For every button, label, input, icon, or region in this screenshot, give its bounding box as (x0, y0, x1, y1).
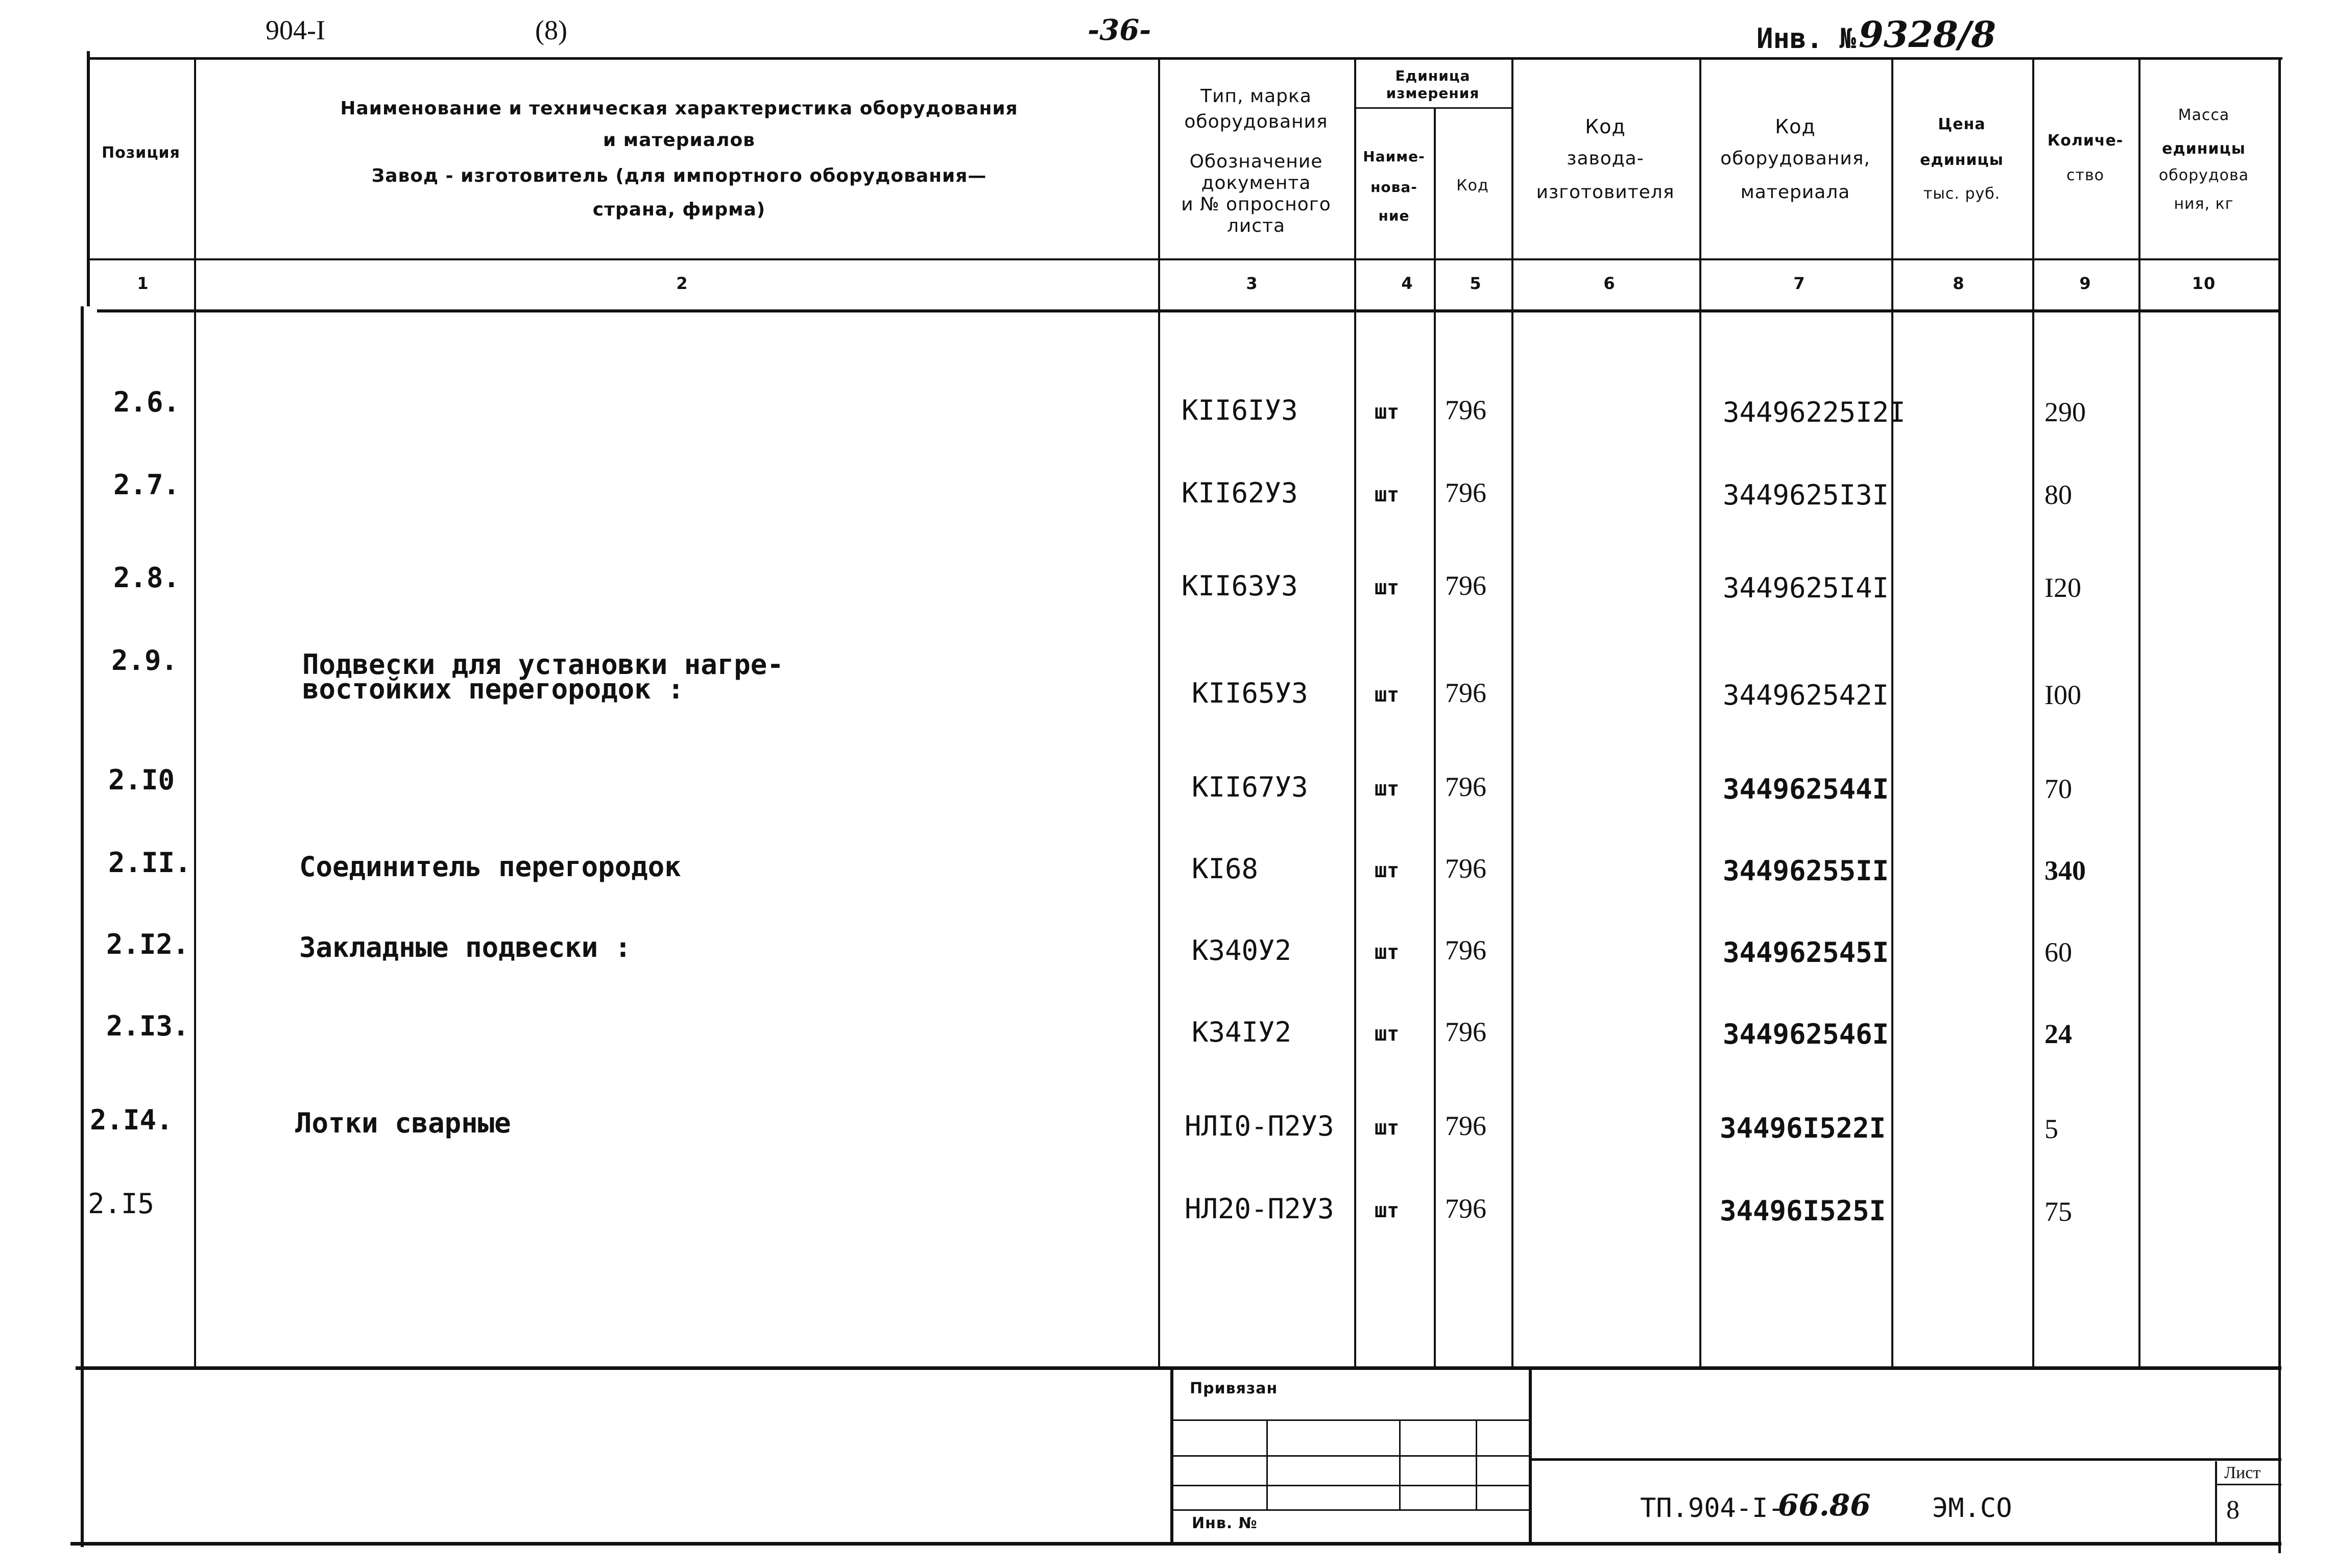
row-unit-code: 796 (1445, 570, 1486, 601)
series-label: 904-I (266, 15, 325, 45)
header-price-line3: тыс. руб. (1923, 185, 2001, 203)
row-type: К34IУ2 (1192, 1016, 1292, 1048)
row-quantity: 24 (2044, 1019, 2072, 1049)
header-plant-code-line2: завода- (1567, 148, 1644, 169)
header-type-line5: и № опросного (1181, 194, 1331, 215)
header-type-line1: Тип, марка (1200, 86, 1312, 107)
header-mass-line3: оборудова (2158, 166, 2249, 184)
header-price-line2: единицы (1920, 151, 2004, 169)
row-unit: шт (1375, 859, 1400, 882)
row-type: КII65У3 (1192, 677, 1308, 709)
header-quantity-line2: ство (2066, 166, 2105, 184)
row-unit-code: 796 (1445, 395, 1486, 425)
sheet-number: 8 (2226, 1495, 2240, 1525)
row-equipment-code: 3449625I4I (1723, 572, 1889, 604)
header-position: Позиция (102, 144, 180, 162)
inventory-label: Инв. № (1756, 22, 1857, 55)
row-quantity: 290 (2044, 397, 2086, 427)
row-equipment-code: 344962544I (1723, 773, 1889, 805)
row-unit-code: 796 (1445, 935, 1486, 966)
header-price-line1: Цена (1938, 115, 1986, 133)
row-unit: шт (1375, 576, 1400, 599)
part-label: (8) (535, 15, 567, 45)
header-mass-line2: единицы (2162, 140, 2246, 158)
row-unit-code: 796 (1445, 1017, 1486, 1047)
row-equipment-code: 3449625I3I (1723, 479, 1889, 511)
row-position: 2.9. (111, 644, 178, 677)
header-unit-code: Код (1456, 177, 1489, 195)
column-number-1: 1 (137, 274, 149, 293)
header-equipment-code-line2: оборудования, (1720, 148, 1870, 169)
row-name: Соединитель перегородок (299, 851, 681, 883)
document-suffix: ЭМ.СО (1932, 1493, 2012, 1524)
row-equipment-code: 344962545I (1723, 936, 1889, 969)
row-unit: шт (1375, 777, 1400, 801)
column-number-10: 10 (2192, 274, 2216, 293)
row-position: 2.I2. (106, 928, 189, 960)
row-quantity: I20 (2044, 572, 2081, 603)
row-type: КI68 (1192, 853, 1259, 885)
row-name-continued: востойких перегородок : (302, 673, 684, 705)
row-position: 2.I5 (88, 1188, 155, 1220)
inventory-number: 9328/8 (1859, 13, 1996, 56)
header-plant-code-line1: Код (1585, 115, 1626, 138)
row-name: Подвески для установки нагре- (302, 648, 784, 681)
header-name-line1: Наименование и техническая характеристика оборудования (340, 98, 1018, 119)
row-quantity: 5 (2044, 1114, 2058, 1144)
row-position: 2.6. (113, 386, 180, 418)
row-type: КII63У3 (1182, 570, 1298, 602)
inventory-no-label: Инв. № (1192, 1514, 1258, 1532)
header-unit-name-line1: Наиме- (1363, 148, 1425, 165)
row-unit-code: 796 (1445, 678, 1486, 708)
column-number-3: 3 (1246, 274, 1258, 293)
row-equipment-code: 34496255II (1723, 855, 1889, 887)
row-unit-code: 796 (1445, 1111, 1486, 1141)
row-position: 2.7. (113, 469, 180, 501)
header-quantity-line1: Количе- (2047, 132, 2124, 150)
bound-label: Привязан (1190, 1380, 1278, 1397)
sheet-label: Лист (2224, 1463, 2261, 1482)
header-mass-line4: ния, кг (2174, 195, 2234, 213)
header-type-line6: листа (1226, 215, 1286, 236)
column-number-9: 9 (2079, 274, 2091, 293)
document-code: ТП.904-I- (1640, 1493, 1784, 1524)
row-name: Лотки сварные (295, 1107, 511, 1139)
row-type: КII62У3 (1182, 477, 1298, 509)
row-type: КII6IУ3 (1182, 394, 1298, 426)
row-equipment-code: 344962542I (1723, 679, 1889, 711)
row-quantity: 340 (2044, 855, 2086, 886)
header-unit-name-line3: ние (1378, 207, 1410, 224)
row-position: 2.II. (108, 847, 191, 879)
column-number-7: 7 (1793, 274, 1806, 293)
row-unit-code: 796 (1445, 1193, 1486, 1224)
row-equipment-code: 34496I522I (1720, 1112, 1886, 1144)
column-number-6: 6 (1603, 274, 1616, 293)
row-unit-code: 796 (1445, 771, 1486, 802)
header-type-line4: документа (1201, 173, 1311, 194)
header-plant-code-line3: изготовителя (1536, 182, 1675, 203)
row-equipment-code: 34496I525I (1720, 1195, 1886, 1227)
row-position: 2.I4. (90, 1104, 173, 1136)
row-quantity: 70 (2044, 774, 2072, 804)
header-type-line2: оборудования (1184, 111, 1328, 132)
column-number-5: 5 (1470, 274, 1482, 293)
header-unit-name-line2: нова- (1370, 179, 1417, 196)
row-type: НЛ20-П2У3 (1185, 1193, 1334, 1225)
header-equipment-code-line3: материала (1740, 182, 1850, 203)
row-unit: шт (1375, 1199, 1400, 1222)
row-unit: шт (1375, 1022, 1400, 1046)
page-number: -36- (1088, 13, 1151, 47)
header-mass-line1: Масса (2178, 106, 2230, 124)
row-position: 2.8. (113, 562, 180, 594)
row-quantity: 60 (2044, 937, 2072, 968)
row-unit: шт (1375, 483, 1400, 506)
row-type: КII67У3 (1192, 771, 1308, 803)
row-quantity: 75 (2044, 1196, 2072, 1227)
column-number-4: 4 (1401, 274, 1413, 293)
row-name: Закладные подвески : (299, 931, 632, 963)
row-quantity: 80 (2044, 479, 2072, 510)
header-name-line3: Завод - изготовитель (для импортного оборудования— (371, 165, 987, 186)
header-unit-line1: Единица (1395, 67, 1471, 84)
row-equipment-code: 34496225I2I (1723, 396, 1906, 428)
header-unit-line2: измерения (1386, 85, 1480, 102)
header-type-line3: Обозначение (1189, 151, 1323, 172)
row-unit-code: 796 (1445, 477, 1486, 508)
row-position: 2.I3. (106, 1010, 189, 1042)
row-unit-code: 796 (1445, 853, 1486, 884)
row-quantity: I00 (2044, 680, 2081, 710)
header-name-line4: страна, фирма) (592, 199, 766, 220)
document-code-handwritten: 66.86 (1778, 1488, 1871, 1523)
row-equipment-code: 344962546I (1723, 1018, 1889, 1050)
header-name-line2: и материалов (603, 130, 755, 151)
row-type: НЛI0-П2У3 (1185, 1110, 1334, 1142)
row-unit: шт (1375, 940, 1400, 964)
row-position: 2.I0 (108, 764, 175, 796)
column-number-2: 2 (676, 274, 688, 293)
header-equipment-code-line1: Код (1775, 115, 1816, 138)
column-number-8: 8 (1953, 274, 1965, 293)
row-unit: шт (1375, 683, 1400, 707)
row-unit: шт (1375, 400, 1400, 424)
row-type: К340У2 (1192, 934, 1292, 967)
row-unit: шт (1375, 1116, 1400, 1140)
